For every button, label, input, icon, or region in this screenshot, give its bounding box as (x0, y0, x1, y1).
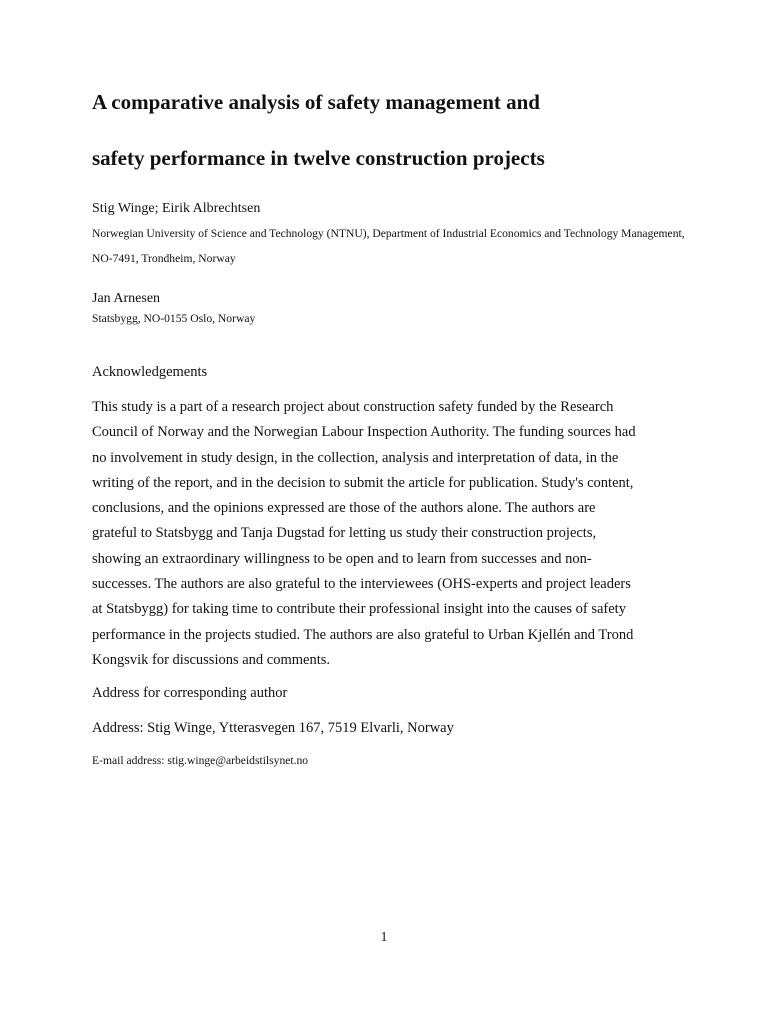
correspondence-address: Address: Stig Winge, Ytterasvegen 167, 7519 Elvarli, Norway (92, 720, 454, 736)
acknowledgements-heading: Acknowledgements (92, 364, 208, 380)
paper-title-line-1: A comparative analysis of safety management and (92, 90, 540, 114)
page-number: 1 (380, 929, 388, 944)
acknowledgements-paragraph (92, 395, 692, 673)
paragraph-line: Kongsvik for discussions and comments. (92, 651, 331, 668)
paragraph-line: showing an extraordinary willingness to be open and to learn from successes and non- (92, 550, 592, 567)
affiliation-secondary: Statsbygg, NO-0155 Oslo, Norway (92, 312, 256, 325)
paragraph-line: conclusions, and the opinions expressed are those of the authors alone. The authors are (92, 500, 596, 517)
affiliation-primary: Norwegian University of Science and Technology (NTNU), Department of Industrial Economics and Technology Management, NO-7491, Trondheim, Norway (92, 227, 685, 265)
paragraph-line: successes. The authors are also grateful to the interviewees (OHS-experts and project leaders (92, 576, 631, 593)
paragraph-line: This study is a part of a research project about construction safety funded by the Research (92, 399, 614, 415)
corresponding-author-heading: Address for corresponding author (92, 685, 288, 701)
paragraph-line: performance in the projects studied. The authors are also grateful to Urban Kjellén and Trond (92, 626, 634, 643)
paragraph-line: Council of Norway and the Norwegian Labour Inspection Authority. The funding sources had (92, 424, 636, 441)
paragraph-line: writing of the report, and in the decision to submit the article for publication. Study's content, (92, 474, 634, 491)
paragraph-line: grateful to Statsbygg and Tanja Dugstad for letting us study their construction projects, (92, 525, 597, 542)
paper-title-line-2: safety performance in twelve construction projects (92, 146, 545, 170)
correspondence-email: E-mail address: stig.winge@arbeidstilsynet.no (92, 754, 309, 767)
authors-primary: Stig Winge; Eirik Albrechtsen (92, 201, 261, 216)
paragraph-line: no involvement in study design, in the collection, analysis and interpretation of data, in the (92, 449, 619, 466)
paragraph-line: at Statsbygg) for taking time to contribute their professional insight into the causes of safety (92, 601, 626, 618)
authors-secondary: Jan Arnesen (92, 291, 161, 306)
